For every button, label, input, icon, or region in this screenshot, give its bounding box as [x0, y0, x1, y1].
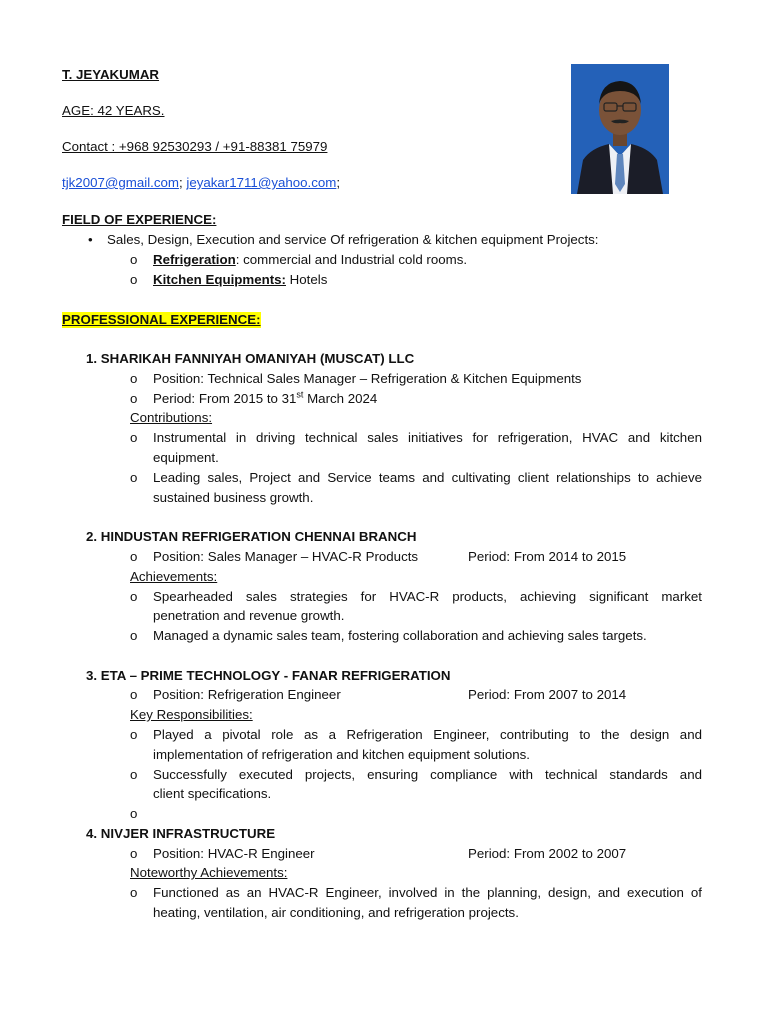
- refrigeration-label: Refrigeration: [153, 252, 236, 267]
- job-section-label: Noteworthy Achievements:: [130, 865, 288, 880]
- job-point-line: heating, ventilation, air conditioning, and refrigeration projects.: [153, 905, 519, 920]
- candidate-name: T. JEYAKUMAR: [62, 67, 160, 82]
- sub-marker: o: [130, 727, 138, 742]
- sub-marker: o: [130, 628, 138, 643]
- job-point-line: penetration and revenue growth.: [153, 608, 345, 623]
- sub-marker-empty: o: [130, 806, 138, 821]
- refrigeration-text: : commercial and Industrial cold rooms.: [235, 252, 468, 267]
- bullet-marker: •: [88, 232, 93, 247]
- job-point-line: Instrumental in driving technical sales initiatives for refrigeration, HVAC and kitchen: [153, 430, 702, 445]
- period-text: Period: From 2015 to 31: [153, 391, 297, 406]
- job-point-line: Leading sales, Project and Service teams and cultivating client relationships to achieve: [153, 470, 702, 485]
- job-title: 2. HINDUSTAN REFRIGERATION CHENNAI BRANCH: [86, 529, 417, 544]
- field-heading: FIELD OF EXPERIENCE:: [62, 212, 217, 227]
- sub-marker: o: [130, 767, 138, 782]
- sub-marker: o: [130, 371, 138, 386]
- job-title: 3. ETA – PRIME TECHNOLOGY - FANAR REFRIGERATION: [86, 668, 451, 683]
- job-position: Position: Sales Manager – HVAC-R Products: [153, 549, 419, 564]
- job-title: 4. NIVJER INFRASTRUCTURE: [86, 826, 276, 841]
- job-position: Position: Refrigeration Engineer: [153, 687, 341, 702]
- field-item-refrigeration: [153, 252, 467, 268]
- job-point-line: equipment.: [153, 450, 219, 465]
- email-end: ;: [336, 175, 341, 190]
- sub-marker: o: [130, 885, 138, 900]
- period-text-end: March 2024: [303, 391, 378, 406]
- email-link-gmail[interactable]: tjk2007@gmail.com: [62, 175, 179, 190]
- professional-heading: PROFESSIONAL EXPERIENCE:: [62, 312, 261, 327]
- job-point-line: Managed a dynamic sales team, fostering collaboration and achieving sales targets.: [153, 628, 647, 643]
- email-link-yahoo[interactable]: jeyakar1711@yahoo.com: [186, 175, 337, 190]
- job-period: Period: From 2014 to 2015: [468, 549, 627, 564]
- profile-photo: [571, 64, 669, 194]
- email-line: [62, 175, 340, 191]
- period-superscript: st: [296, 389, 304, 400]
- job-section-label: Achievements:: [130, 569, 218, 584]
- job-point-line: client specifications.: [153, 786, 272, 801]
- job-section-label: Key Responsibilities:: [130, 707, 253, 722]
- sub-marker: o: [130, 846, 138, 861]
- sub-marker: o: [130, 687, 138, 702]
- job-period: [153, 391, 377, 407]
- sub-marker: o: [130, 252, 138, 267]
- age-line: AGE: 42 YEARS.: [62, 103, 165, 118]
- job-point-line: Played a pivotal role as a Refrigeration Engineer, contributing to the design and: [153, 727, 702, 742]
- sub-marker: o: [130, 549, 138, 564]
- job-title: 1. SHARIKAH FANNIYAH OMANIYAH (MUSCAT) LLC: [86, 351, 415, 366]
- job-position: Position: Technical Sales Manager – Refrigeration & Kitchen Equipments: [153, 371, 582, 386]
- job-section-label: Contributions:: [130, 410, 213, 425]
- field-bullet-text: Sales, Design, Execution and service Of refrigeration & kitchen equipment Projects:: [107, 232, 599, 247]
- kitchen-label: Kitchen Equipments:: [153, 272, 286, 287]
- sub-marker: o: [130, 272, 138, 287]
- job-point-line: implementation of refrigeration and kitchen equipment solutions.: [153, 747, 530, 762]
- job-position: Position: HVAC-R Engineer: [153, 846, 315, 861]
- job-point-line: Spearheaded sales strategies for HVAC-R products, achieving significant market: [153, 589, 702, 604]
- sub-marker: o: [130, 430, 138, 445]
- contact-line: Contact : +968 92530293 / +91-88381 75979: [62, 139, 328, 154]
- email-separator: ;: [178, 175, 183, 190]
- kitchen-text: Hotels: [285, 272, 328, 287]
- job-point-line: sustained business growth.: [153, 490, 314, 505]
- sub-marker: o: [130, 470, 138, 485]
- field-item-kitchen: [153, 272, 327, 288]
- job-period: Period: From 2002 to 2007: [468, 846, 627, 861]
- job-point-line: Successfully executed projects, ensuring compliance with technical standards and: [153, 767, 702, 782]
- job-point-line: Functioned as an HVAC-R Engineer, involved in the planning, design, and execution of: [153, 885, 702, 900]
- sub-marker: o: [130, 391, 138, 406]
- job-period: Period: From 2007 to 2014: [468, 687, 627, 702]
- sub-marker: o: [130, 589, 138, 604]
